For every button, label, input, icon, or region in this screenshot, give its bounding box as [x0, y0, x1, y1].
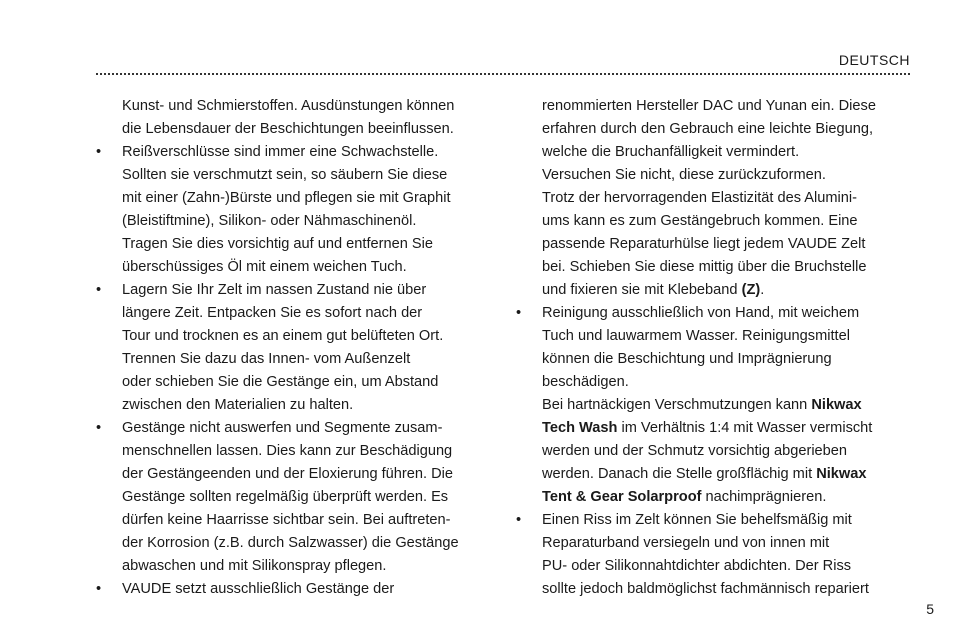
text-line: [516, 509, 916, 532]
text-line: [96, 141, 496, 164]
text-line: [516, 118, 916, 141]
text-run: Bei hartnäckigen Verschmutzungen kann: [542, 397, 812, 413]
text-run: PU- oder Silikonnahtdichter abdichten. Der Riss: [542, 558, 852, 574]
text-run: .: [760, 282, 765, 298]
text-line: [96, 279, 496, 302]
text-line: [516, 532, 916, 555]
text-line: [516, 578, 916, 601]
text-line: [516, 325, 916, 348]
right-text-column: [516, 95, 916, 601]
bold-text: (Z): [741, 282, 761, 298]
text-run: mit einer (Zahn-)Bürste und pflegen sie mit Graphit: [122, 190, 451, 206]
text-line: [516, 302, 916, 325]
text-line: [96, 371, 496, 394]
text-run: Reinigung ausschließlich von Hand, mit weichem: [542, 305, 860, 321]
text-run: Sollten sie verschmutzt sein, so säubern Sie diese: [122, 167, 448, 183]
text-run: renommierten Hersteller DAC und Yunan ein. Diese: [542, 98, 876, 114]
text-line: [96, 440, 496, 463]
text-line: [516, 486, 916, 509]
text-run: die Lebensdauer der Beschichtungen beeinflussen.: [122, 121, 454, 137]
bullet-icon: •: [516, 305, 522, 321]
text-run: Tour und trocknen es an einem gut belüfteten Ort.: [122, 328, 444, 344]
text-line: [96, 118, 496, 141]
text-run: nachimprägnieren.: [701, 489, 827, 505]
text-line: [96, 348, 496, 371]
text-run: abwaschen und mit Silikonspray pflegen.: [122, 558, 387, 574]
text-line: [96, 486, 496, 509]
text-run: längere Zeit. Entpacken Sie es sofort nach der: [122, 305, 423, 321]
text-line: [516, 141, 916, 164]
text-run: ums kann es zum Gestängebruch kommen. Eine: [542, 213, 858, 229]
text-run: und fixieren sie mit Klebeband: [542, 282, 742, 298]
dotted-divider: [96, 73, 910, 75]
text-line: [516, 348, 916, 371]
text-line: [96, 187, 496, 210]
text-run: Trennen Sie dazu das Innen- vom Außenzelt: [122, 351, 411, 367]
text-line: [96, 394, 496, 417]
text-run: Reißverschlüsse sind immer eine Schwachstelle.: [122, 144, 439, 160]
text-run: beschädigen.: [542, 374, 629, 390]
text-line: [96, 95, 496, 118]
text-run: Lagern Sie Ihr Zelt im nassen Zustand nie über: [122, 282, 427, 298]
text-line: [96, 555, 496, 578]
text-line: [516, 256, 916, 279]
text-run: oder schieben Sie die Gestänge ein, um Abstand: [122, 374, 439, 390]
text-run: im Verhältnis 1:4 mit Wasser vermischt: [617, 420, 873, 436]
bullet-icon: •: [96, 144, 102, 160]
text-line: [516, 394, 916, 417]
language-label: DEUTSCH: [838, 52, 910, 68]
text-line: [96, 164, 496, 187]
text-line: [96, 463, 496, 486]
text-line: [96, 256, 496, 279]
text-run: Tuch und lauwarmem Wasser. Reinigungsmittel: [542, 328, 850, 344]
left-text-column: [96, 95, 496, 601]
text-run: zwischen den Materialien zu halten.: [122, 397, 354, 413]
text-line: [96, 302, 496, 325]
text-run: werden und der Schmutz vorsichtig abgerieben: [542, 443, 848, 459]
text-run: VAUDE setzt ausschließlich Gestänge der: [122, 581, 395, 597]
text-run: können die Beschichtung und Imprägnierung: [542, 351, 832, 367]
text-line: [516, 371, 916, 394]
text-run: sollte jedoch baldmöglichst fachmännisch repariert: [542, 581, 869, 597]
page-number: 5: [926, 601, 934, 617]
text-line: [96, 578, 496, 601]
text-line: [516, 164, 916, 187]
text-run: Tragen Sie dies vorsichtig auf und entfernen Sie: [122, 236, 433, 252]
text-line: [516, 417, 916, 440]
text-line: [516, 187, 916, 210]
text-run: Trotz der hervorragenden Elastizität des Alumini-: [542, 190, 857, 206]
text-run: Gestänge sollten regelmäßig überprüft werden. Es: [122, 489, 449, 505]
text-run: Versuchen Sie nicht, diese zurückzuformen.: [542, 167, 826, 183]
text-run: Gestänge nicht auswerfen und Segmente zusam-: [122, 420, 443, 436]
text-line: [96, 210, 496, 233]
text-run: (Bleistiftmine), Silikon- oder Nähmaschinenöl.: [122, 213, 417, 229]
text-run: menschnellen lassen. Dies kann zur Beschädigung: [122, 443, 453, 459]
bold-text: Tech Wash: [542, 420, 618, 436]
text-line: [96, 532, 496, 555]
text-run: Reparaturband versiegeln und von innen mit: [542, 535, 830, 551]
text-run: überschüssiges Öl mit einem weichen Tuch.: [122, 259, 407, 275]
bold-text: Nikwax: [811, 397, 862, 413]
text-line: [516, 463, 916, 486]
bold-text: Nikwax: [816, 466, 867, 482]
bullet-icon: •: [96, 581, 102, 597]
bullet-icon: •: [96, 282, 102, 298]
text-run: welche die Bruchanfälligkeit vermindert.: [542, 144, 800, 160]
text-run: werden. Danach die Stelle großflächig mit: [542, 466, 817, 482]
text-run: dürfen keine Haarrisse sichtbar sein. Bei auftreten-: [122, 512, 451, 528]
bullet-icon: •: [516, 512, 522, 528]
bold-text: Tent & Gear Solarproof: [542, 489, 702, 505]
text-run: Einen Riss im Zelt können Sie behelfsmäßig mit: [542, 512, 852, 528]
text-run: passende Reparaturhülse liegt jedem VAUDE Zelt: [542, 236, 866, 252]
text-run: Kunst- und Schmierstoffen. Ausdünstungen können: [122, 98, 455, 114]
bullet-icon: •: [96, 420, 102, 436]
text-line: [516, 555, 916, 578]
text-run: der Korrosion (z.B. durch Salzwasser) die Gestänge: [122, 535, 459, 551]
text-line: [96, 233, 496, 256]
text-line: [96, 417, 496, 440]
text-line: [96, 325, 496, 348]
text-line: [516, 279, 916, 302]
text-run: bei. Schieben Sie diese mittig über die Bruchstelle: [542, 259, 867, 275]
text-run: erfahren durch den Gebrauch eine leichte Biegung,: [542, 121, 874, 137]
text-run: der Gestängeenden und der Eloxierung führen. Die: [122, 466, 454, 482]
text-line: [516, 440, 916, 463]
text-line: [516, 233, 916, 256]
text-line: [96, 509, 496, 532]
text-line: [516, 210, 916, 233]
text-line: [516, 95, 916, 118]
